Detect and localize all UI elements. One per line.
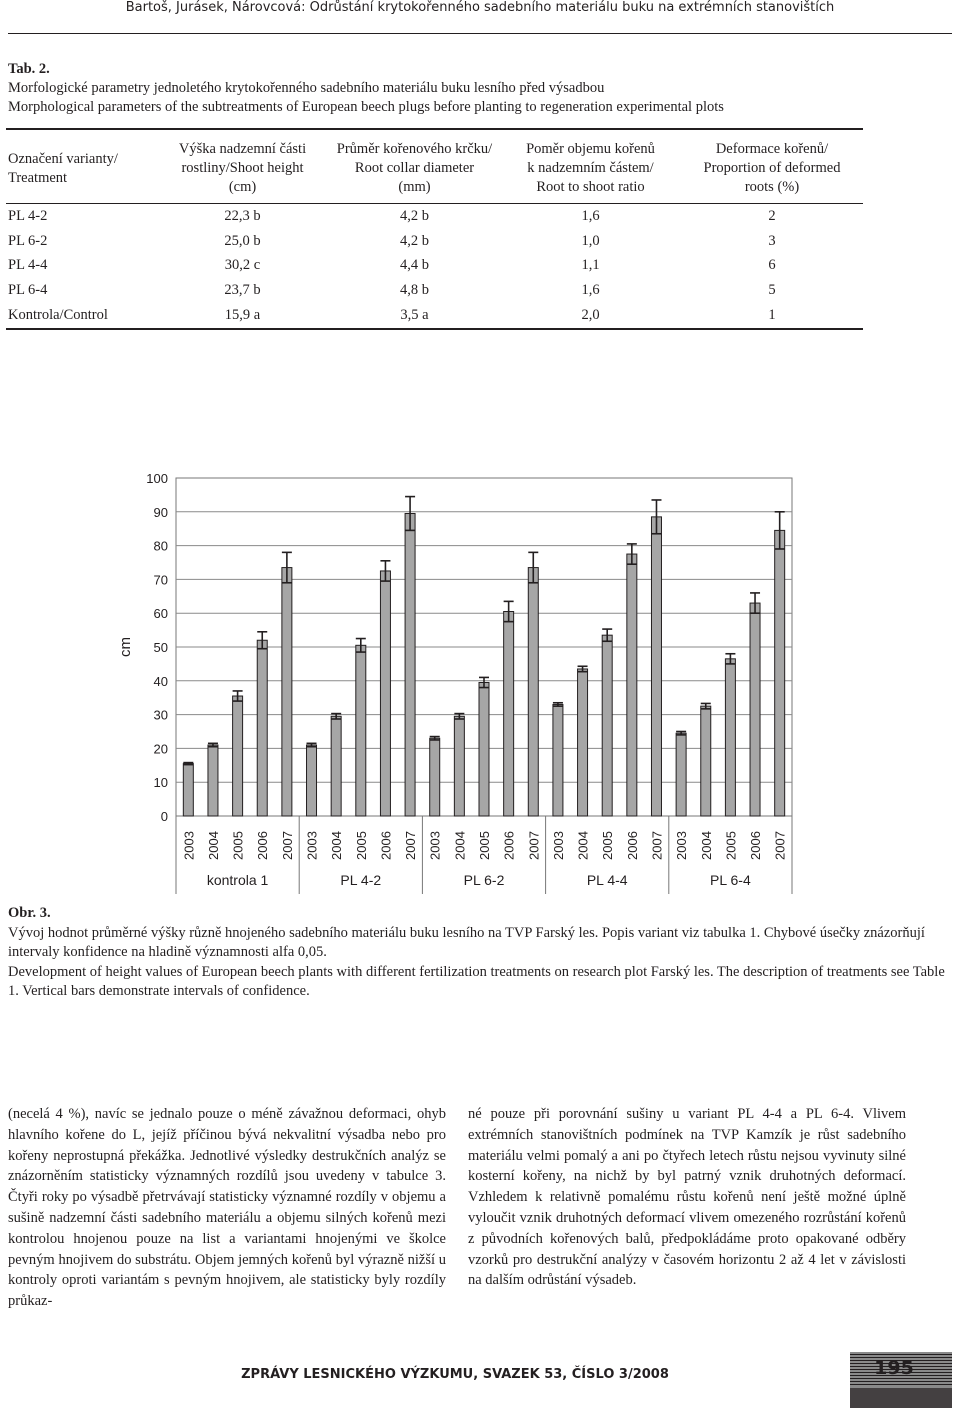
height-chart [100,462,800,894]
x-year-label: 2006 [748,831,764,860]
table-cell: 4,2 b [400,207,429,224]
x-year-label: 2003 [181,831,197,860]
x-year-label: 2004 [329,831,345,860]
page-number: 195 [874,1357,914,1379]
y-tick-label: 80 [153,538,168,554]
table-cell: 25,0 b [224,232,261,249]
y-tick-label: 40 [153,673,168,689]
figure-caption [8,904,952,1002]
bar [676,733,686,816]
body-text-left: (necelá 4 %), navíc se jednalo pouze o méně závažnou deformaci, ohyb hlavního kořene do L, jejíž příčinou bývá nekvalitní výsadba nebo pro kořeny neprostupná překážka. Jednotlivé výsledky destrukčních analýz se znázorněním statisticky významných rozdílů jsou uvedeny v tabulce 3. Čtyři roky po výsadbě přetrvávají statisticky významné rozdíly v objemu a sušině nadzemní části sadebního materiálu a objemu silných kořenů mezi kontrolou hnojenou pouze na list a variantami hnojenými ve školce pevným hnojivem do substrátu. Objem jemných kořenů byl výrazně nižší u kontroly oproti variantám s pevným hnojivem, ale statisticky byly rozdíly průkaz- [8,1106,446,1310]
table-cell: PL 6-4 [8,282,48,299]
table-header-row [6,129,863,204]
y-tick-label: 20 [153,741,168,757]
table-caption [8,60,948,117]
table-cell: 1,6 [581,207,600,224]
table-cell: 30,2 c [224,257,261,274]
y-axis-label: cm [117,637,134,657]
table-cell: 23,7 b [224,282,261,299]
table-cell: 2 [768,207,776,224]
bar [356,645,366,816]
group-label: kontrola 1 [206,872,269,888]
y-tick-label: 100 [146,471,168,486]
table-cell: 1,6 [581,282,600,299]
x-year-label: 2007 [772,831,788,860]
x-year-label: 2007 [403,831,419,860]
header-treatment: Označení varianty/ Treatment [8,150,118,186]
table-cell: 22,3 b [224,207,261,224]
y-tick-label: 10 [153,775,168,791]
table-cell: 1,0 [581,232,600,249]
bar [750,603,760,816]
bar [380,571,390,816]
bar [282,568,292,816]
table-cell: 15,9 a [224,307,261,324]
group-label: PL 6-4 [710,872,751,888]
running-header: Bartoš, Jurásek, Nárovcová: Odrůstání krytokořenného sadebního materiálu buku na extrémních stanovištích [125,0,835,15]
bar [233,696,243,816]
table-cell: 3 [768,232,776,249]
table-cell: 3,5 a [400,307,429,324]
group-label: PL 6-2 [463,872,505,888]
bar [331,716,341,816]
table-cell: 5 [768,282,776,299]
table-cell: 4,2 b [400,232,429,249]
bar [479,682,489,816]
x-year-label: 2004 [575,831,591,860]
x-year-label: 2006 [255,831,271,860]
table-row [6,229,863,254]
x-year-label: 2005 [353,831,369,860]
bar [430,738,440,816]
y-tick-label: 90 [153,504,168,520]
table-cell: 1,1 [581,257,600,274]
x-year-label: 2003 [550,831,566,860]
bar [775,530,785,816]
x-year-label: 2006 [624,831,640,860]
y-tick-label: 50 [153,640,168,655]
figure-caption-en: Development of height values of European beech plants with different fertilization treatments on research plot Farský les. The description of treatments see Table 1. Vertical bars demonstrate intervals of confidence. [8,963,945,999]
table-cell: 4,8 b [400,282,429,299]
table-row [6,303,863,329]
x-year-label: 2003 [674,831,690,860]
bar [454,716,464,816]
y-tick-label: 0 [160,809,168,824]
x-year-label: 2004 [698,831,714,860]
table-cell: 2,0 [581,307,600,324]
table-row [6,278,863,303]
bar [257,640,267,816]
header-shoot-height: Výška nadzemní části rostliny/Shoot height (cm) [178,141,307,195]
bar [504,612,514,816]
x-year-label: 2006 [501,831,517,860]
x-year-label: 2003 [304,831,320,860]
bar [528,568,538,816]
bar [602,635,612,816]
x-year-label: 2005 [230,831,246,860]
x-year-label: 2004 [452,831,468,860]
x-year-label: 2005 [723,831,739,860]
group-label: PL 4-4 [586,872,628,888]
body-text-right: né pouze při porovnání sušiny u variant PL 4-4 a PL 6-4. Vlivem extrémních stanovištních podmínek na TVP Kamzík je růst sadebního materiálu velmi pomalý a ani po čtyřech letech růstu nejsou vyvinuty silné kosterní kořeny, na nichž by byl patrný vznik druhotných deformací. Vzhledem k relativně pomalému růstu kořenů není ještě možné úplně vyloučit vznik druhotných deformací vlivem omezeného rozrůstání kořenů z původních kořenových balů, předpokládáme proto opakované odběry vzorků pro destrukční analýzy v časovém horizontu 2 až 4 let v závislosti na dalším odrůstání výsadeb. [468,1106,906,1289]
morphology-table [6,128,863,330]
bar [651,517,661,816]
x-year-label: 2005 [477,831,492,860]
header-root-collar: Průměr kořenového krčku/ Root collar diameter (mm) [336,141,493,195]
x-year-label: 2006 [378,831,394,860]
table-cell: 1 [768,307,776,324]
bar [627,554,637,816]
x-year-label: 2005 [600,831,616,860]
page-number-box [850,1352,952,1408]
table-cell: PL 4-4 [8,257,48,274]
table-row [6,254,863,279]
bar [405,513,415,816]
header-deformed-roots: Deformace kořenů/ Proportion of deformed roots (%) [703,141,841,195]
table-label: Tab. 2. [8,61,50,77]
x-year-label: 2007 [526,831,542,860]
x-year-label: 2007 [279,831,295,860]
group-label: PL 4-2 [340,872,382,888]
bar [307,745,317,816]
x-year-label: 2007 [649,831,665,860]
figure-label: Obr. 3. [8,905,51,921]
header-rule [8,33,952,34]
x-year-label: 2003 [427,831,443,860]
bar [208,745,218,816]
bar [725,659,735,816]
y-tick-label: 30 [153,707,168,723]
table-cell: PL 4-2 [8,207,48,224]
x-year-label: 2004 [205,831,221,860]
table-title-en: Morphological parameters of the subtreatments of European beech plugs before planting to regeneration experimental plots [8,99,724,115]
table-cell: PL 6-2 [8,232,48,249]
figure-caption-cz: Vývoj hodnot průměrné výšky různě hnojeného sadebního materiálu buku lesního na TVP Farský les. Popis variant viz tabulka 1. Chybové úsečky znázorňují intervaly konfidence na hladině významnosti alfa 0,05. [8,924,925,960]
y-tick-label: 60 [153,606,168,622]
bar [701,706,711,816]
journal-footer: ZPRÁVY LESNICKÉHO VÝZKUMU, SVAZEK 53, ČÍSLO 3/2008 [241,1367,669,1382]
header-root-shoot-ratio: Poměr objemu kořenů k nadzemním částem/ Root to shoot ratio [526,141,655,195]
table-cell: 4,4 b [400,257,429,274]
table-row [6,204,863,229]
bar [553,704,563,816]
y-tick-label: 70 [153,572,168,588]
bar [183,764,193,816]
bar [578,669,588,816]
table-cell: 6 [768,257,776,274]
table-title-cz: Morfologické parametry jednoletého krytokořenného sadebního materiálu buku lesního před výsadbou [8,80,605,96]
table-cell: Kontrola/Control [8,307,108,324]
